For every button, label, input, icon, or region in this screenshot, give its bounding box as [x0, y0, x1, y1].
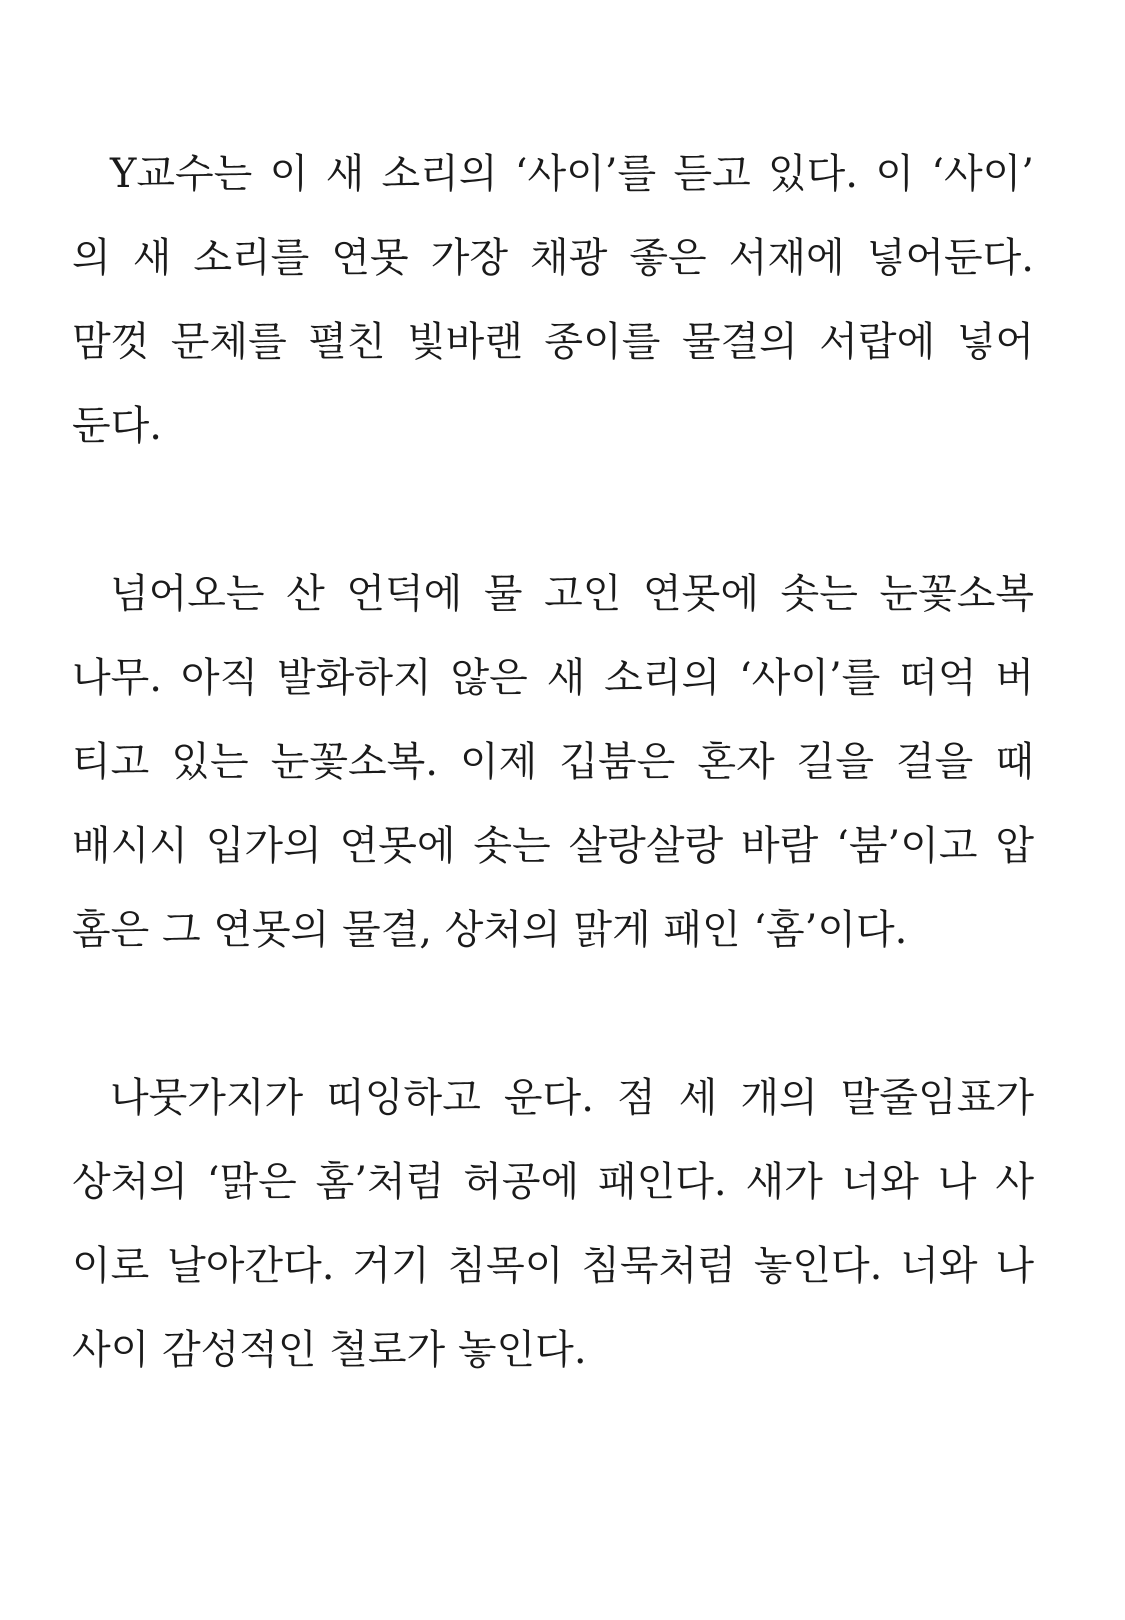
- paragraph-line: 맘껏 문체를 펼친 빛바랜 종이를 물결의 서랍에 넣어: [72, 319, 1034, 365]
- paragraph-line: 넘어오는 산 언덕에 물 고인 연못에 솟는 눈꽃소복: [110, 571, 1034, 617]
- paragraph-line: Y교수는 이 새 소리의 ‘사이’를 듣고 있다. 이 ‘사이’: [110, 151, 1034, 197]
- paragraph-line: 상처의 ‘맑은 홈’처럼 허공에 패인다. 새가 너와 나 사: [72, 1159, 1034, 1205]
- paragraph-line: 배시시 입가의 연못에 솟는 살랑살랑 바람 ‘붐’이고 압: [72, 823, 1034, 869]
- paragraph-line: 둔다.: [72, 403, 162, 449]
- paragraph-line: 나무. 아직 발화하지 않은 새 소리의 ‘사이’를 떠억 버: [72, 655, 1034, 701]
- paragraph-1: [72, 132, 1034, 468]
- paragraph-line: 의 새 소리를 연못 가장 채광 좋은 서재에 넣어둔다.: [72, 235, 1034, 281]
- paragraph-line: 홈은 그 연못의 물결, 상처의 맑게 패인 ‘홈’이다.: [72, 907, 908, 953]
- paragraph-line: 티고 있는 눈꽃소복. 이제 깁붐은 혼자 길을 걸을 때: [72, 739, 1034, 785]
- paragraph-line: 이로 날아간다. 거기 침목이 침묵처럼 놓인다. 너와 나: [72, 1243, 1034, 1289]
- paragraph-2: [72, 552, 1034, 972]
- paragraph-line: 나뭇가지가 띠잉하고 운다. 점 세 개의 말줄임표가: [110, 1075, 1034, 1121]
- paragraph-line: 사이 감성적인 철로가 놓인다.: [72, 1327, 587, 1373]
- paragraph-3: [72, 1056, 1034, 1392]
